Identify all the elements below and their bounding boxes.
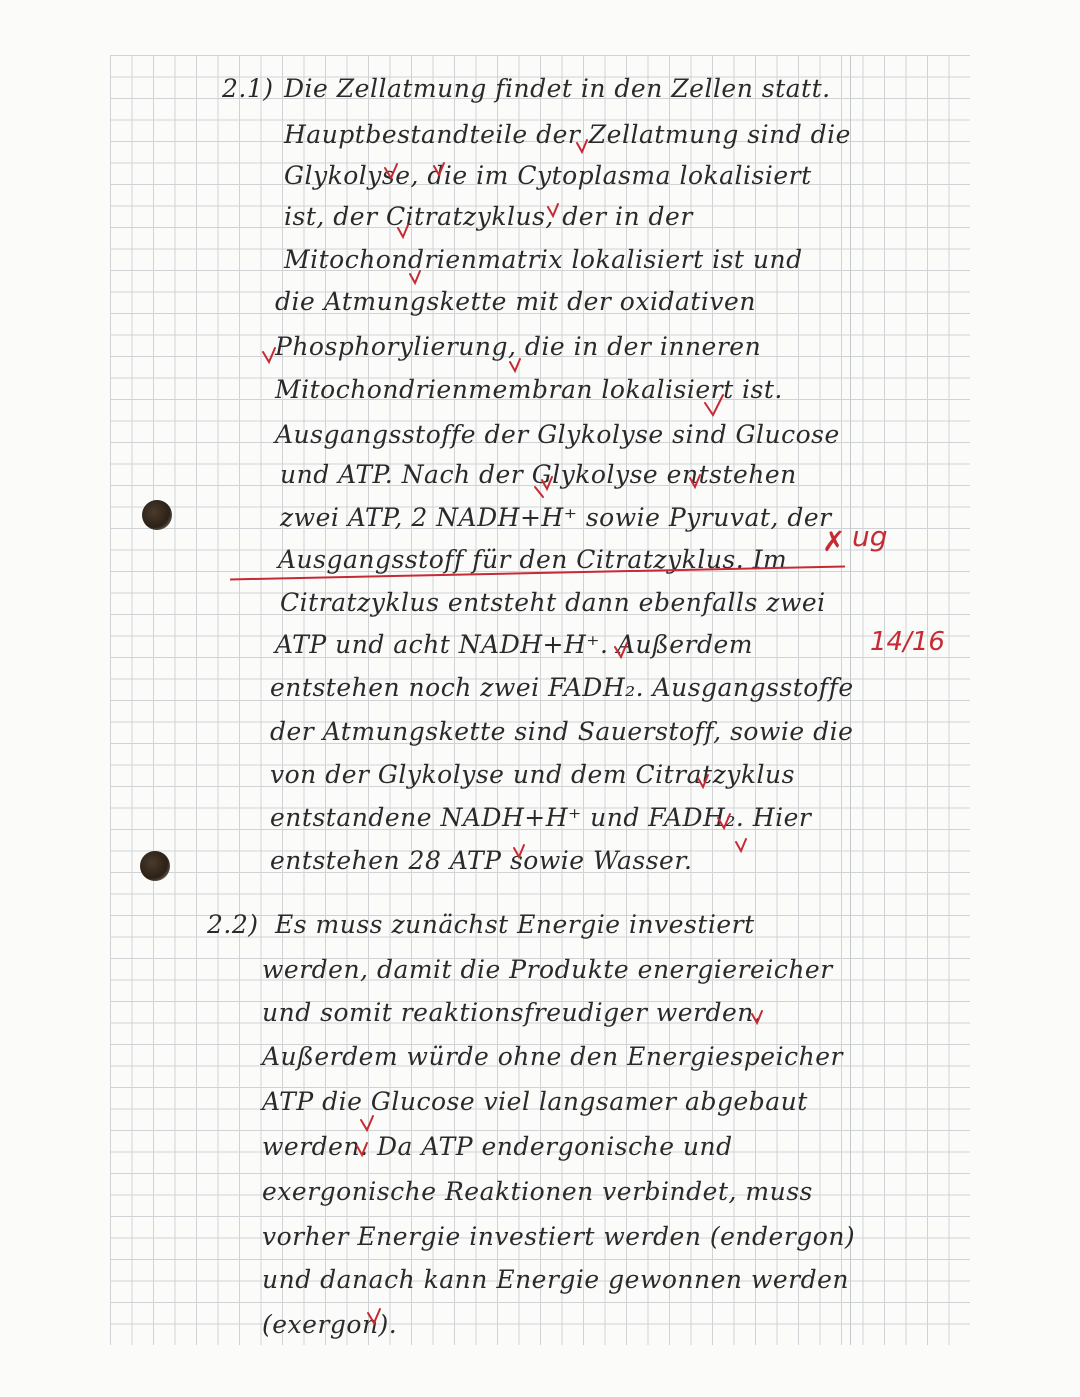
text-line: von der Glykolyse und dem Citratzyklus <box>270 760 795 789</box>
text-line: Glykolyse, die im Cytoplasma lokalisiert <box>284 161 812 190</box>
text-line: entstehen noch zwei FADH₂. Ausgangsstoffe <box>270 673 854 702</box>
text-line: (exergon). <box>262 1310 398 1339</box>
text-line: ATP die Glucose viel langsamer abgebaut <box>262 1087 808 1116</box>
text-line: und danach kann Energie gewonnen werden <box>262 1265 849 1294</box>
text-line: Hauptbestandteile der Zellatmung sind die <box>284 120 851 149</box>
text-line: und somit reaktionsfreudiger werden. <box>262 998 763 1027</box>
text-line: entstandene NADH+H⁺ und FADH₂. Hier <box>270 803 812 832</box>
text-line: Citratzyklus entsteht dann ebenfalls zwei <box>280 588 826 617</box>
section-2-2-label: 2.2) <box>207 910 259 939</box>
margin-mark: ug <box>852 520 888 553</box>
text-line: Mitochondrienmatrix lokalisiert ist und <box>284 245 803 274</box>
text-line: ist, der Citratzyklus, der in der <box>284 202 693 231</box>
text-line: Mitochondrienmembran lokalisiert ist. <box>275 375 783 404</box>
text-line: entstehen 28 ATP sowie Wasser. <box>270 846 693 875</box>
text-line: der Atmungskette sind Sauerstoff, sowie die <box>270 717 854 746</box>
text-line: ATP und acht NADH+H⁺. Außerdem <box>275 630 754 659</box>
text-line: exergonische Reaktionen verbindet, muss <box>262 1177 813 1206</box>
section-2-1-label: 2.1) <box>222 74 274 103</box>
text-line: Die Zellatmung findet in den Zellen statt. <box>284 74 831 103</box>
text-line: zwei ATP, 2 NADH+H⁺ sowie Pyruvat, der <box>280 503 832 532</box>
score: 14/16 <box>870 627 945 657</box>
text-line: Ausgangsstoff für den Citratzyklus. Im <box>278 545 788 574</box>
text-line: Es muss zunächst Energie investiert <box>275 910 755 939</box>
text-line: vorher Energie investiert werden (endergon) <box>262 1222 856 1251</box>
text-line: Ausgangsstoffe der Glykolyse sind Glucose <box>275 420 840 449</box>
text-line: die Atmungskette mit der oxidativen <box>275 287 756 316</box>
text-line: werden. Da ATP endergonische und <box>262 1132 733 1161</box>
text-line: Phosphorylierung, die in der inneren <box>275 332 762 361</box>
text-line: werden, damit die Produkte energiereicher <box>262 955 833 984</box>
correction-x-mark: ✗ <box>822 525 846 558</box>
text-line: Außerdem würde ohne den Energiespeicher <box>262 1042 843 1071</box>
text-line: und ATP. Nach der Glykolyse entstehen <box>280 460 797 489</box>
